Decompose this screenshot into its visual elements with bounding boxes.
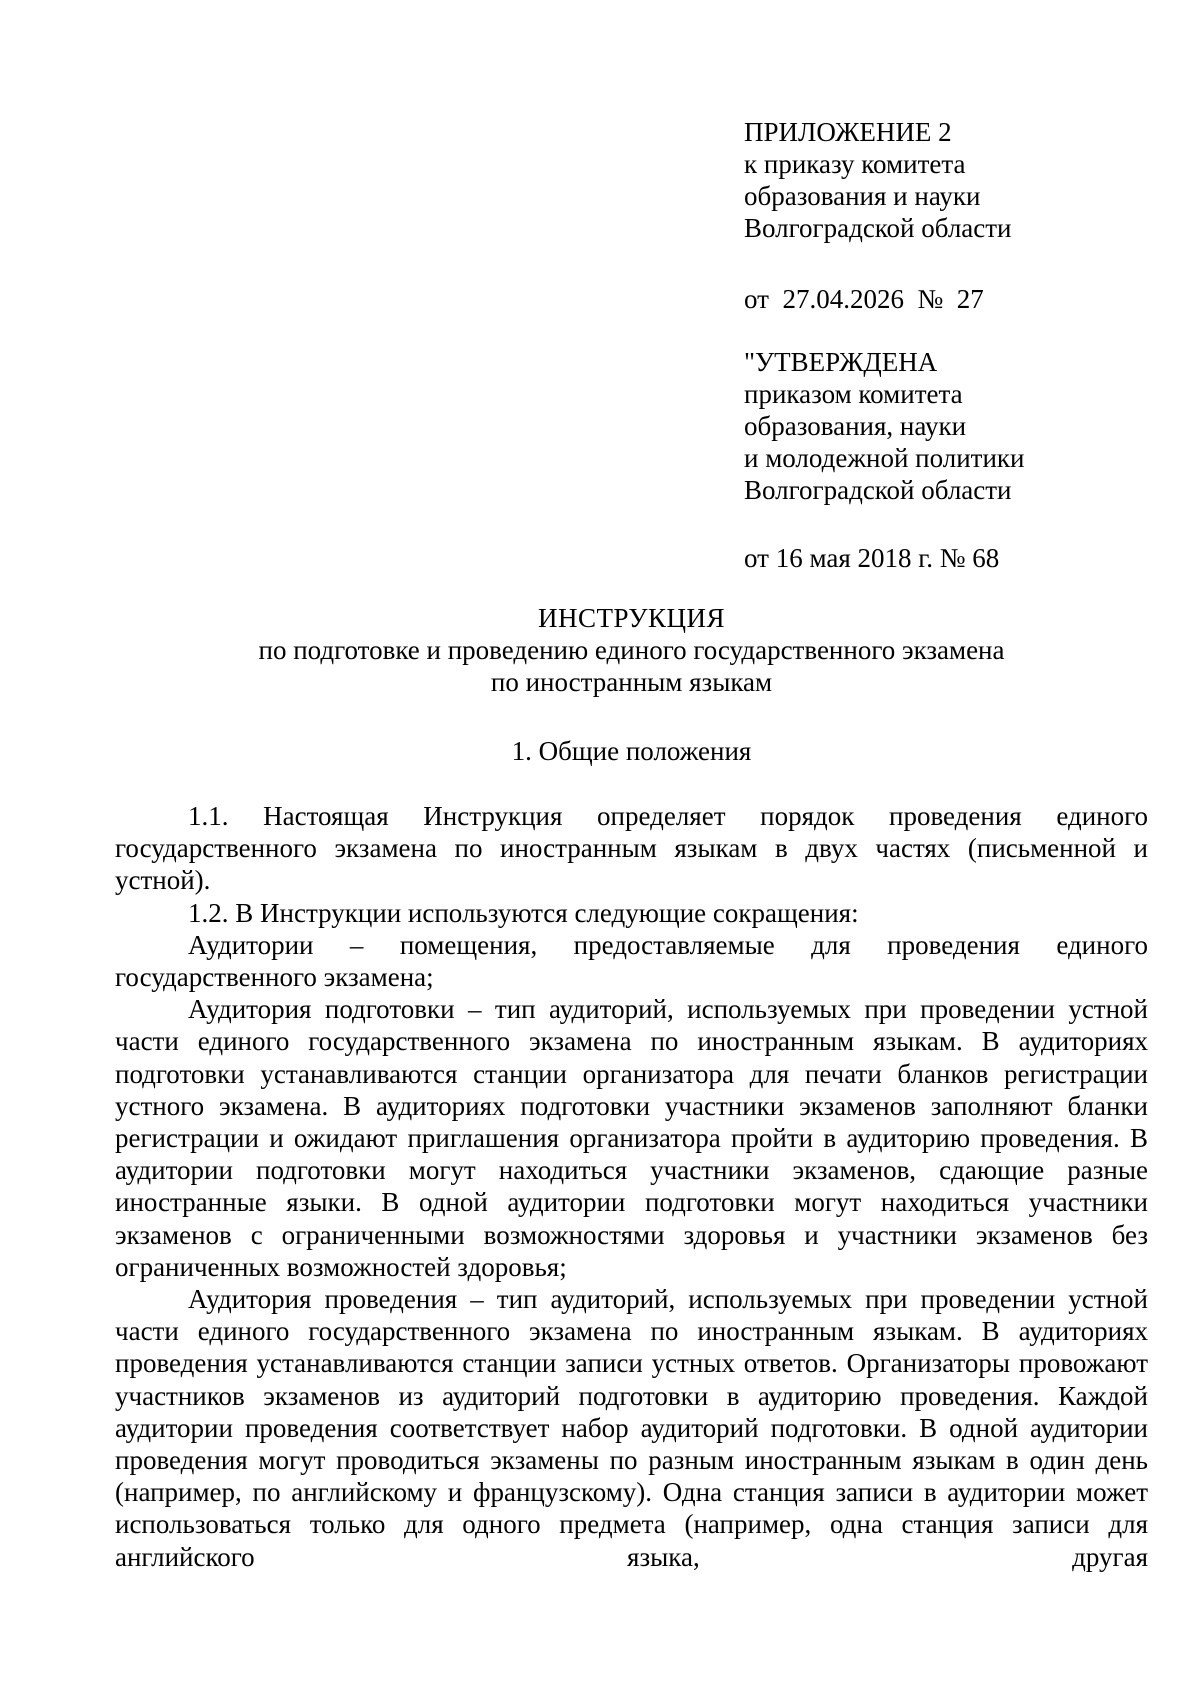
paragraph: Аудитория проведения – тип аудиторий, используемых при проведении устной части единого государственного экзамена по иностранным языкам. В аудиториях проведения устанавливаются станции записи устных ответов. Организаторы провожают участников экзаменов из аудиторий подготовки в аудиторию проведения. Каждой аудитории проведения соответствует набор аудиторий подготовки. В одной аудитории проведения могут проводиться экзамены по разным иностранным языкам в один день (например, по английскому и французскому). Одна станция записи в аудитории может использоваться только для одного предмета (например, одна станция записи для английского языка, другая xyxy=(115,1284,1148,1572)
approval-title: "УТВЕРЖДЕНА xyxy=(744,347,938,377)
approval-line: образования, науки xyxy=(744,411,967,441)
approval-line: приказом комитета xyxy=(744,379,963,409)
document-subtitle: по подготовке и проведению единого государственного экзамена xyxy=(258,635,1005,665)
paragraph: Аудитория подготовки – тип аудиторий, используемых при проведении устной части единого государственного экзамена по иностранным языкам. В аудиториях подготовки устанавливаются станции организатора для печати бланков регистрации устного экзамена. В аудиториях подготовки участники экзаменов заполняют бланки регистрации и ожидают приглашения организатора пройти в аудиторию проведения. В аудитории подготовки могут находиться участники экзаменов, сдающие разные иностранные языки. В одной аудитории подготовки могут находиться участники экзаменов с ограниченными возможностями здоровья и участники экзаменов без ограниченных возможностей здоровья; xyxy=(115,994,1148,1282)
approval-date: от 16 мая 2018 г. № 68 xyxy=(744,543,1000,573)
appendix-line: к приказу комитета xyxy=(744,149,966,179)
document-subtitle: по иностранным языкам xyxy=(490,667,773,697)
document-title: ИНСТРУКЦИЯ xyxy=(538,603,725,633)
appendix-date: от 27.04.2026 № 27 xyxy=(744,284,984,314)
appendix-title: ПРИЛОЖЕНИЕ 2 xyxy=(744,117,952,147)
approval-line: Волгоградской области xyxy=(744,475,1012,505)
appendix-block xyxy=(744,116,1164,244)
document-body xyxy=(115,800,1148,1573)
paragraph: Аудитории – помещения, предоставляемые для проведения единого государственного экзамена; xyxy=(115,929,1148,993)
paragraph: 1.2. В Инструкции используются следующие сокращения: xyxy=(188,897,859,928)
paragraph: 1.1. Настоящая Инструкция определяет порядок проведения единого государственного экзамена по иностранным языкам в двух частях (письменной и устной). xyxy=(115,801,1148,896)
appendix-date-block xyxy=(744,283,1164,315)
approval-date-block xyxy=(744,542,1164,574)
appendix-line: образования и науки xyxy=(744,181,981,211)
approval-block xyxy=(744,346,1164,506)
section-heading: 1. Общие положения xyxy=(511,736,752,766)
approval-line: и молодежной политики xyxy=(744,443,1025,473)
appendix-line: Волгоградской области xyxy=(744,213,1012,243)
document-title-block xyxy=(115,602,1148,698)
